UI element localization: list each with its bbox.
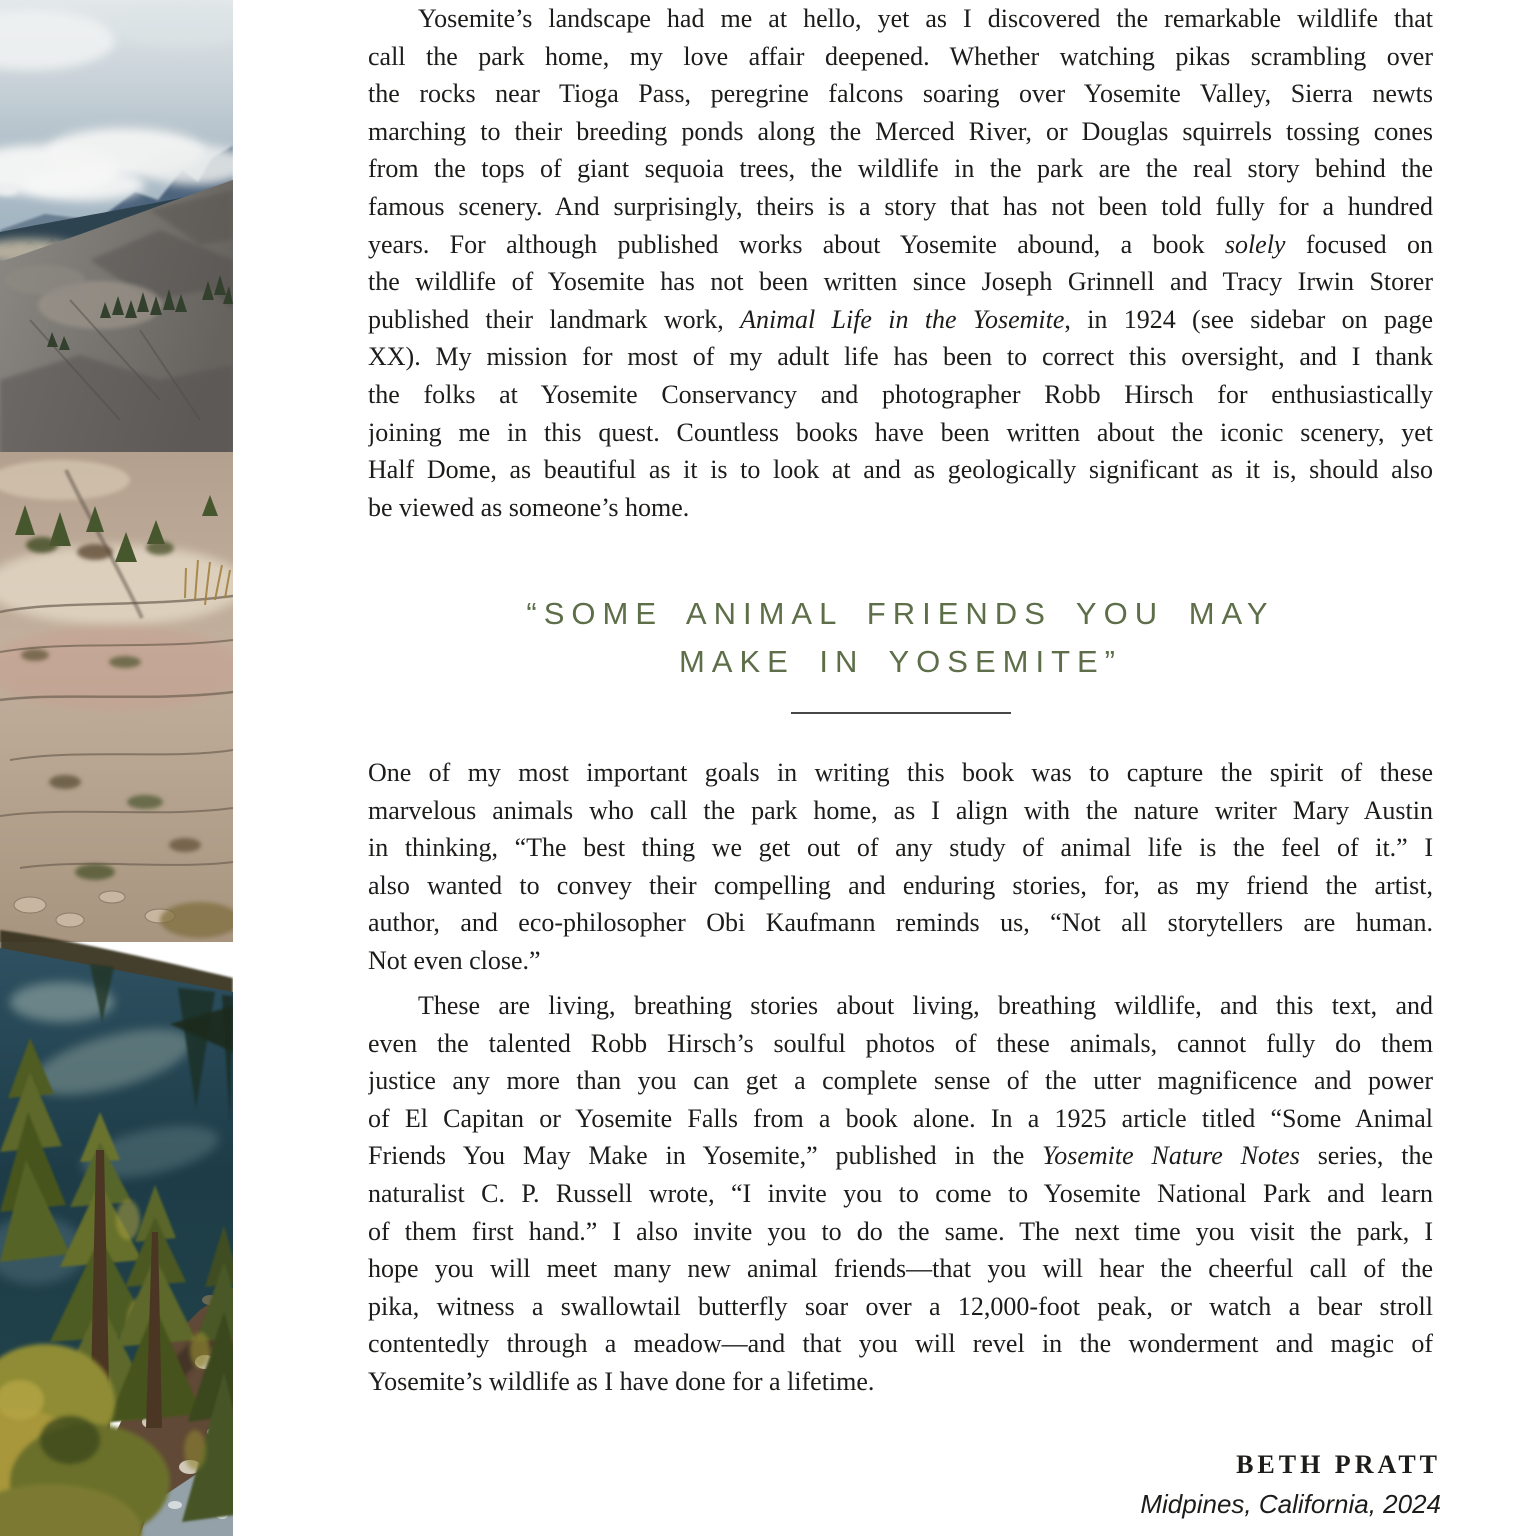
text-line: Half Dome, as beautiful as it is to look at and as geologically significant as it is, should also [368,455,1433,485]
text-line: even the talented Robb Hirsch’s soulful photos of these animals, cannot fully do them [368,1028,1433,1058]
text-line: joining me in this quest. Countless books have been written about the iconic scenery, yet [368,417,1433,447]
text-line: naturalist C. P. Russell wrote, “I invite you to come to Yosemite National Park and learn [368,1178,1433,1208]
pull-quote-line-2: MAKE IN YOSEMITE” [678,644,1123,679]
text-line: Yosemite’s landscape had me at hello, yet as I discovered the remarkable wildlife that [418,4,1433,33]
author-place-date: Midpines, California, 2024 [1140,1489,1441,1519]
text-line: the folks at Yosemite Conservancy and photographer Robb Hirsch for enthusiastically [368,379,1433,409]
author-signature [1140,1449,1441,1521]
text-line: contentedly through a meadow—and that you will revel in the wonderment and magic of [368,1329,1433,1359]
page-text-column [368,0,1441,1536]
text-line: These are living, breathing stories about living, breathing wildlife, and this text, and [418,991,1433,1020]
text-line: hope you will meet many new animal friends—that you will hear the cheerful call of the [368,1254,1433,1284]
text-line: years. For although published works about Yosemite abound, a book solely focused on [368,229,1433,259]
section-divider [791,712,1011,714]
text-line: Not even close.” [368,945,541,975]
text-line: in thinking, “The best thing we get out of any study of animal life is the feel of it.” I [368,833,1433,863]
text-line: published their landmark work, Animal Life in the Yosemite, in 1924 (see sidebar on page [368,304,1433,334]
text-line: of El Capitan or Yosemite Falls from a book alone. In a 1925 article titled “Some Animal [368,1103,1433,1133]
text-line: marching to their breeding ponds along the Merced River, or Douglas squirrels tossing cones [368,116,1433,146]
text-line: be viewed as someone’s home. [368,492,690,522]
text-line: also wanted to convey their compelling and enduring stories, for, as my friend the artist, [368,870,1433,900]
pull-quote-heading [368,590,1433,686]
text-line: the rocks near Tioga Pass, peregrine falcons soaring over Yosemite Valley, Sierra newts [368,79,1433,109]
text-line: One of my most important goals in writing this book was to capture the spirit of these [368,758,1433,787]
author-name: BETH PRATT [1236,1450,1441,1479]
text-line: the wildlife of Yosemite has not been written since Joseph Grinnell and Tracy Irwin Storer [368,267,1433,297]
text-line: marvelous animals who call the park home, as I align with the nature writer Mary Austin [368,795,1433,825]
text-line: Friends You May Make in Yosemite,” published in the Yosemite Nature Notes series, the [368,1141,1433,1171]
text-line: Yosemite’s wildlife as I have done for a lifetime. [368,1366,875,1396]
text-line: of them first hand.” I also invite you to do the same. The next time you visit the park, I [368,1216,1433,1246]
text-line: from the tops of giant sequoia trees, the wildlife in the park are the real story behind the [368,154,1433,184]
text-line: XX). My mission for most of my adult life has been to correct this oversight, and I thank [368,342,1433,372]
text-line: pika, witness a swallowtail butterfly soar over a 12,000-foot peak, or watch a bear stroll [368,1291,1433,1321]
body-paragraph-1 [368,0,1433,526]
pull-quote-line-1: “SOME ANIMAL FRIENDS YOU MAY [526,596,1275,631]
text-line: call the park home, my love affair deepened. Whether watching pikas scrambling over [368,41,1433,71]
body-paragraph-3 [368,987,1433,1401]
text-line: famous scenery. And surprisingly, theirs is a story that has not been told fully for a hundred [368,191,1433,221]
text-line: justice any more than you can get a complete sense of the utter magnificence and power [368,1066,1433,1096]
text-line: author, and eco-philosopher Obi Kaufmann reminds us, “Not all storytellers are human. [368,908,1433,938]
body-paragraph-2 [368,754,1433,980]
yosemite-landscape-photo [0,0,233,1536]
rock-benches [0,452,233,942]
